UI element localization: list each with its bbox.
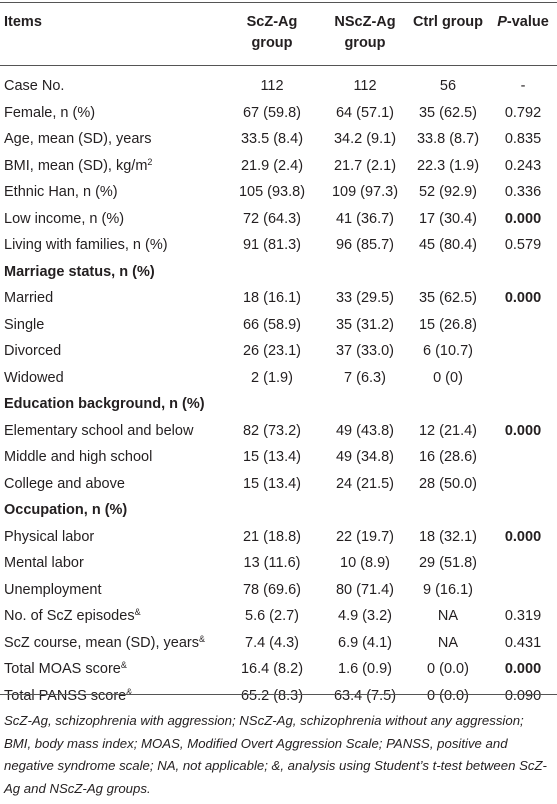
pvalue-cell: 0.000 <box>504 210 542 227</box>
nscz-ag-cell: 96 (85.7) <box>335 237 395 253</box>
pvalue-cell: 0.000 <box>504 422 542 439</box>
ctrl-cell: 35 (62.5) <box>418 290 478 306</box>
pvalue-cell: 0.835 <box>504 131 542 147</box>
nscz-ag-cell: 35 (31.2) <box>335 316 395 333</box>
table-row <box>0 153 557 180</box>
ctrl-cell: 22.3 (1.9) <box>416 157 480 174</box>
header-items: Items <box>4 14 42 30</box>
row-item-cell <box>4 550 84 577</box>
nscz-ag-cell: 7 (6.3) <box>344 369 386 386</box>
row-item-label: Mental labor <box>4 555 84 571</box>
table-row <box>0 365 557 392</box>
scz-ag-cell: 112 <box>260 78 284 94</box>
nscz-ag-cell: 24 (21.5) <box>335 475 395 492</box>
nscz-ag-cell: 109 (97.3) <box>331 184 399 200</box>
table-row <box>0 656 557 683</box>
nscz-ag-cell: 41 (36.7) <box>335 210 395 227</box>
row-item-cell <box>4 683 132 710</box>
pvalue-cell: 0.319 <box>504 608 542 624</box>
header-scz-ag-line2: group <box>251 35 293 51</box>
row-item-cell <box>4 656 127 683</box>
row-item-cell <box>4 338 61 365</box>
row-item-superscript: & <box>199 633 206 644</box>
row-item-label: Elementary school and below <box>4 422 194 439</box>
scz-ag-cell: 7.4 (4.3) <box>245 634 299 651</box>
ctrl-cell: 52 (92.9) <box>418 184 478 200</box>
table-row <box>0 550 557 577</box>
nscz-ag-cell: 34.2 (9.1) <box>333 131 397 147</box>
row-item-superscript: & <box>120 660 127 670</box>
row-item-superscript: & <box>134 607 141 617</box>
row-item-cell <box>4 100 95 127</box>
ctrl-cell: 0 (0.0) <box>427 661 469 677</box>
ctrl-cell: 35 (62.5) <box>418 104 478 121</box>
header-pvalue-rest: -value <box>506 14 549 30</box>
table-row <box>0 100 557 127</box>
pvalue-cell: 0.000 <box>504 661 542 677</box>
row-item-label: No. of ScZ episodes <box>4 608 135 624</box>
nscz-ag-cell: 80 (71.4) <box>335 581 395 598</box>
pvalue-cell: 0.579 <box>504 237 542 253</box>
row-item-cell <box>4 444 152 471</box>
row-item-label: ScZ course, mean (SD), years <box>4 634 199 651</box>
table-row <box>0 126 557 153</box>
row-item-superscript: & <box>126 686 133 697</box>
row-item-label: Total MOAS score <box>4 661 121 677</box>
nscz-ag-cell: 22 (19.7) <box>335 528 395 545</box>
row-item-label: Total PANSS score <box>4 687 127 704</box>
table-row <box>0 338 557 365</box>
table-row <box>0 603 557 630</box>
pvalue-cell: 0.336 <box>504 184 542 200</box>
nscz-ag-cell: 64 (57.1) <box>335 104 395 121</box>
table-row <box>0 206 557 233</box>
scz-ag-cell: 66 (58.9) <box>242 316 302 333</box>
table-footnote: ScZ-Ag, schizophrenia with aggression; NScZ-Ag, schizophrenia without any aggression; BMI, body mass index; MOAS, Modified Overt Aggression Scale; PANSS, positive and negative syndrome scale; NA, not applicable; &, analysis using Student’s t-test between ScZ-Ag and NScZ-Ag groups. <box>4 713 547 796</box>
nscz-ag-cell: 21.7 (2.1) <box>333 157 397 174</box>
nscz-ag-cell: 112 <box>353 78 377 94</box>
pvalue-cell: 0.090 <box>504 687 542 704</box>
table-row <box>0 312 557 339</box>
row-item-label: BMI, mean (SD), kg/m <box>4 157 148 174</box>
row-item-cell <box>4 630 205 657</box>
header-ctrl: Ctrl group <box>412 14 484 30</box>
row-item-cell <box>4 471 125 498</box>
scz-ag-cell: 15 (13.4) <box>242 475 302 492</box>
row-item-label: Widowed <box>4 369 64 386</box>
nscz-ag-cell: 4.9 (3.2) <box>338 608 392 624</box>
table-row <box>0 630 557 657</box>
row-item-cell <box>4 285 53 312</box>
row-item-label: Ethnic Han, n (%) <box>4 184 118 200</box>
row-item-cell <box>4 577 102 604</box>
pvalue-cell: 0.792 <box>504 104 542 121</box>
row-item-label: Middle and high school <box>4 449 153 465</box>
scz-ag-cell: 72 (64.3) <box>242 210 302 227</box>
table-row <box>0 444 557 471</box>
section-label: Education background, n (%) <box>4 396 205 412</box>
ctrl-cell: 17 (30.4) <box>418 210 478 227</box>
row-item-label: College and above <box>4 475 125 492</box>
row-item-cell <box>4 126 151 153</box>
table-row <box>0 232 557 259</box>
scz-ag-cell: 13 (11.6) <box>243 555 301 571</box>
row-item-superscript: 2 <box>147 156 153 167</box>
pvalue-cell: 0.243 <box>504 157 542 174</box>
ctrl-cell: 12 (21.4) <box>418 422 478 439</box>
section-label: Marriage status, n (%) <box>4 263 155 280</box>
row-item-label: Physical labor <box>4 528 95 545</box>
nscz-ag-cell: 63.4 (7.5) <box>333 687 397 704</box>
row-item-cell <box>4 524 94 551</box>
scz-ag-cell: 2 (1.9) <box>251 369 293 386</box>
pvalue-cell: - <box>520 78 526 94</box>
ctrl-cell: 56 <box>439 78 457 94</box>
table-row <box>0 179 557 206</box>
bottom-rule <box>0 694 557 695</box>
row-item-cell <box>4 179 118 206</box>
header-scz-ag-line1: ScZ-Ag <box>246 14 298 30</box>
header-nscz-ag-line1: NScZ-Ag <box>334 14 396 30</box>
ctrl-cell: 9 (16.1) <box>423 581 473 598</box>
row-item-cell <box>4 206 124 233</box>
section-row <box>0 391 557 418</box>
scz-ag-cell: 105 (93.8) <box>238 184 306 200</box>
row-item-label: Low income, n (%) <box>4 210 125 227</box>
section-row <box>0 497 557 524</box>
ctrl-cell: 45 (80.4) <box>418 237 478 253</box>
ctrl-cell: 0 (0) <box>433 369 463 386</box>
table-row <box>0 73 557 100</box>
header-pvalue <box>490 12 556 33</box>
pvalue-cell: 0.000 <box>504 528 542 545</box>
ctrl-cell: NA <box>437 634 459 651</box>
row-item-label: Married <box>4 290 54 306</box>
row-item-cell <box>4 365 64 392</box>
nscz-ag-cell: 49 (34.8) <box>335 449 395 465</box>
ctrl-cell: 16 (28.6) <box>418 449 478 465</box>
table-row <box>0 683 557 710</box>
header-pvalue-p: P <box>497 14 507 30</box>
nscz-ag-cell: 37 (33.0) <box>335 343 395 359</box>
row-item-label: Age, mean (SD), years <box>4 131 152 147</box>
scz-ag-cell: 91 (81.3) <box>242 237 302 253</box>
nscz-ag-cell: 1.6 (0.9) <box>338 661 392 677</box>
scz-ag-cell: 67 (59.8) <box>242 104 302 121</box>
top-rule <box>0 2 557 3</box>
pvalue-cell: 0.000 <box>504 290 542 306</box>
scz-ag-cell: 65.2 (8.3) <box>240 687 304 704</box>
scz-ag-cell: 82 (73.2) <box>242 422 302 439</box>
scz-ag-cell: 33.5 (8.4) <box>240 131 304 147</box>
scz-ag-cell: 78 (69.6) <box>242 581 302 598</box>
table-row <box>0 285 557 312</box>
section-row <box>0 259 557 286</box>
row-item-label: Case No. <box>4 78 65 94</box>
pvalue-cell: 0.431 <box>504 634 542 651</box>
scz-ag-cell: 21 (18.8) <box>242 528 302 545</box>
ctrl-cell: 0 (0.0) <box>427 687 469 704</box>
scz-ag-cell: 21.9 (2.4) <box>240 157 304 174</box>
row-item-cell <box>4 418 193 445</box>
header-nscz-ag-line2: group <box>344 35 386 51</box>
ctrl-cell: 29 (51.8) <box>418 555 478 571</box>
ctrl-cell: 15 (26.8) <box>418 316 478 333</box>
row-item-label: Living with families, n (%) <box>4 237 168 253</box>
header-rule <box>0 65 557 66</box>
scz-ag-cell: 5.6 (2.7) <box>245 608 299 624</box>
scz-ag-cell: 26 (23.1) <box>242 343 302 359</box>
nscz-ag-cell: 49 (43.8) <box>335 422 395 439</box>
row-item-cell <box>4 603 141 630</box>
row-item-label: Divorced <box>4 343 62 359</box>
scz-ag-cell: 15 (13.4) <box>242 449 302 465</box>
row-item-label: Unemployment <box>4 581 102 598</box>
ctrl-cell: 33.8 (8.7) <box>416 131 480 147</box>
nscz-ag-cell: 10 (8.9) <box>340 555 390 571</box>
row-item-cell <box>4 232 168 259</box>
ctrl-cell: 28 (50.0) <box>418 475 478 492</box>
header-nscz-ag <box>320 12 410 54</box>
nscz-ag-cell: 6.9 (4.1) <box>338 634 392 651</box>
row-item-label: Female, n (%) <box>4 104 96 121</box>
header-scz-ag <box>228 12 316 54</box>
table-row <box>0 471 557 498</box>
row-item-cell <box>4 73 64 100</box>
ctrl-cell: NA <box>437 608 459 624</box>
row-item-cell <box>4 312 44 339</box>
table-row <box>0 418 557 445</box>
nscz-ag-cell: 33 (29.5) <box>335 290 395 306</box>
scz-ag-cell: 16.4 (8.2) <box>240 661 304 677</box>
table-row <box>0 577 557 604</box>
row-item-label: Single <box>4 316 45 333</box>
row-item-cell <box>4 153 152 180</box>
ctrl-cell: 6 (10.7) <box>423 343 473 359</box>
ctrl-cell: 18 (32.1) <box>418 528 478 545</box>
table-row <box>0 524 557 551</box>
scz-ag-cell: 18 (16.1) <box>242 290 302 306</box>
section-label: Occupation, n (%) <box>4 502 128 518</box>
